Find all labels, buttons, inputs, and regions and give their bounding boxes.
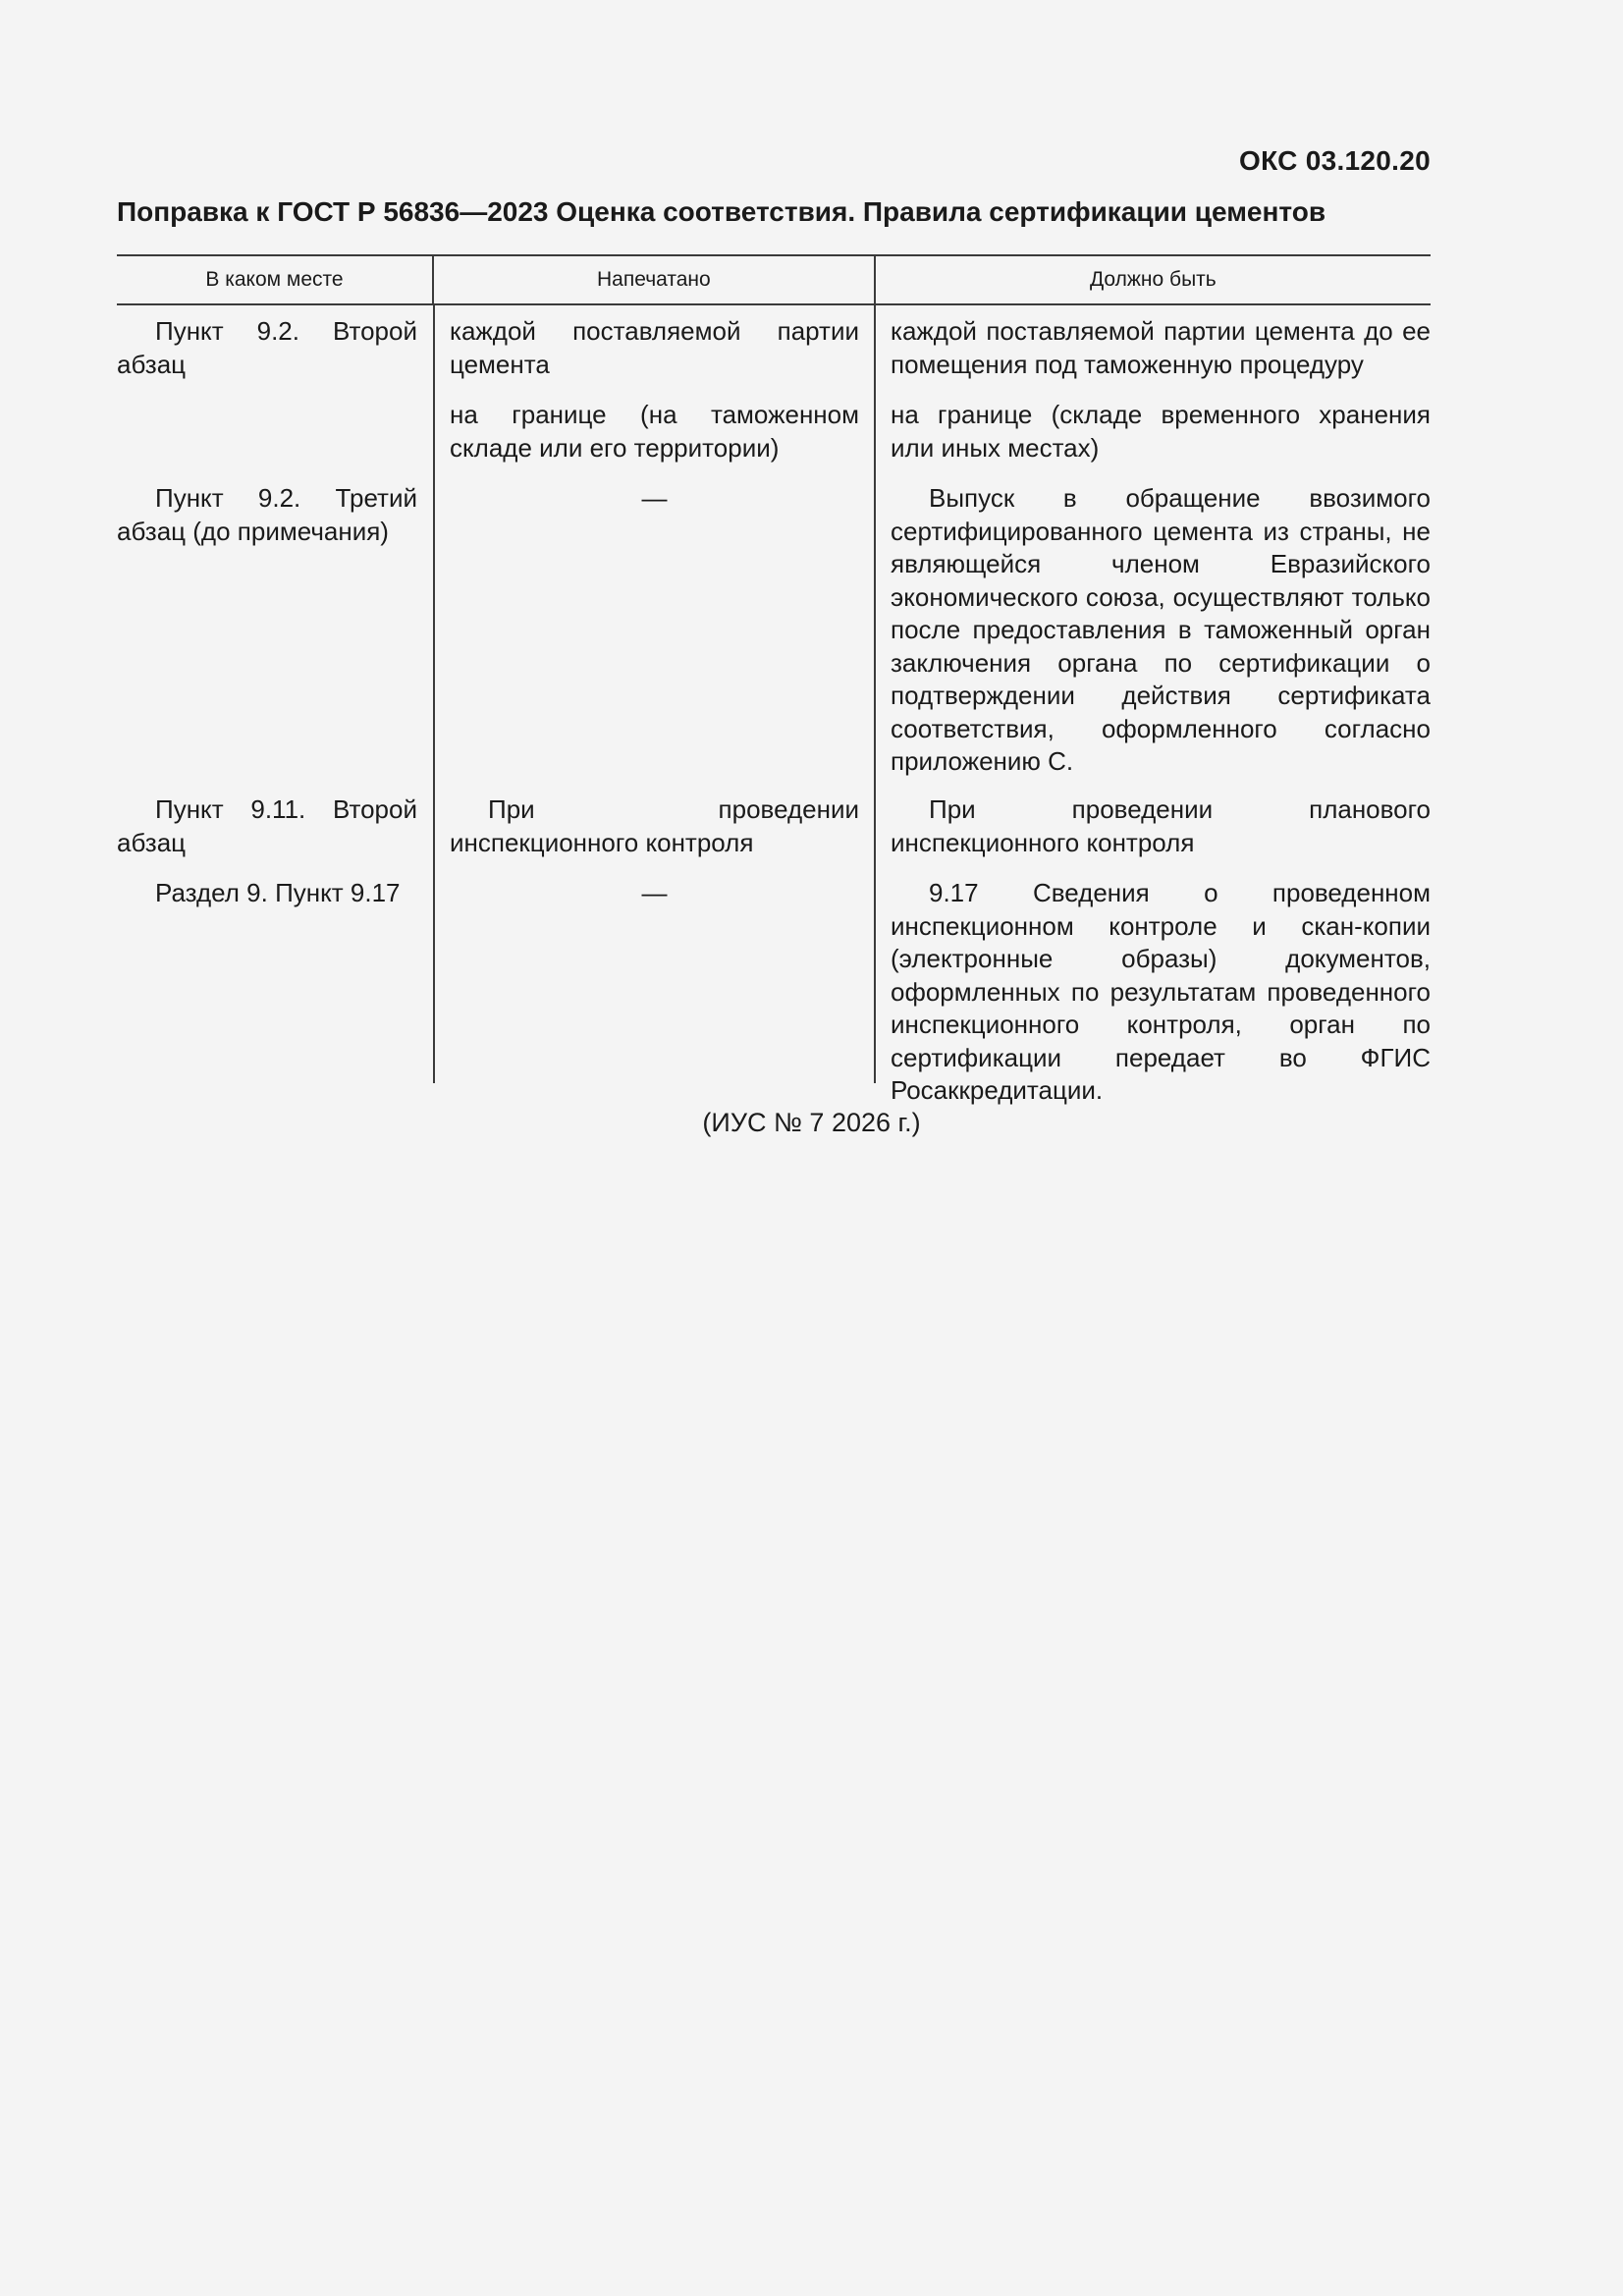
table-row-3-should-be: Выпуск в обращение ввозимого сертифицированного цемента из страны, не являющейся членом Евразийского экономического союза, осуществляют только после предоставления в таможенный орган заключения органа по сертификации о подтверждении действия сертификата соответствия, оформленного согласно приложению С. (891, 483, 1431, 776)
table-row-4-should-be: При проведении планового инспекционного контроля (891, 794, 1431, 857)
table-row-5-should-be: 9.17 Сведения о проведенном инспекционном контроле и скан-копии (электронные образы) документов, оформленных по результатам проведенного инспекционного контроля, орган по сертификации передает во ФГИС Росаккредитации. (891, 878, 1431, 1105)
ius-reference: (ИУС № 7 2026 г.) (702, 1108, 921, 1137)
amendment-table (117, 254, 1431, 1105)
table-row-5-place: Раздел 9. Пункт 9.17 (155, 878, 401, 907)
table-header (117, 254, 1431, 305)
document-title: Поправка к ГОСТ Р 56836—2023 Оценка соответствия. Правила сертификации цементов (117, 196, 1326, 227)
table-row-1-should-be: каждой поставляемой партии цемента до ее помещения под таможенную процедуру (891, 316, 1431, 379)
oks-code: ОКС 03.120.20 (1239, 145, 1431, 176)
table-row-1-place: Пункт 9.2. Второй абзац (117, 316, 417, 379)
table-row-1-printed: каждой поставляемой партии цемента (450, 316, 859, 379)
table-row-4-printed: При проведении инспекционного контроля (450, 794, 859, 857)
table-row-2-printed: на границе (на таможенном складе или его территории) (450, 400, 859, 463)
column-header-place: В каком месте (205, 268, 344, 291)
table-row-4-place: Пункт 9.11. Второй абзац (117, 794, 417, 857)
table-row-3-place: Пункт 9.2. Третий абзац (до примечания) (117, 483, 417, 546)
table-row-2-should-be: на границе (складе временного хранения или иных местах) (891, 400, 1431, 463)
table-body (117, 305, 1431, 1105)
table-row-3-printed: — (641, 483, 668, 513)
column-place (117, 305, 433, 1083)
table-row-5-printed: — (641, 878, 668, 907)
column-header-should-be: Должно быть (874, 256, 1431, 303)
column-header-printed: Напечатано (432, 256, 874, 303)
